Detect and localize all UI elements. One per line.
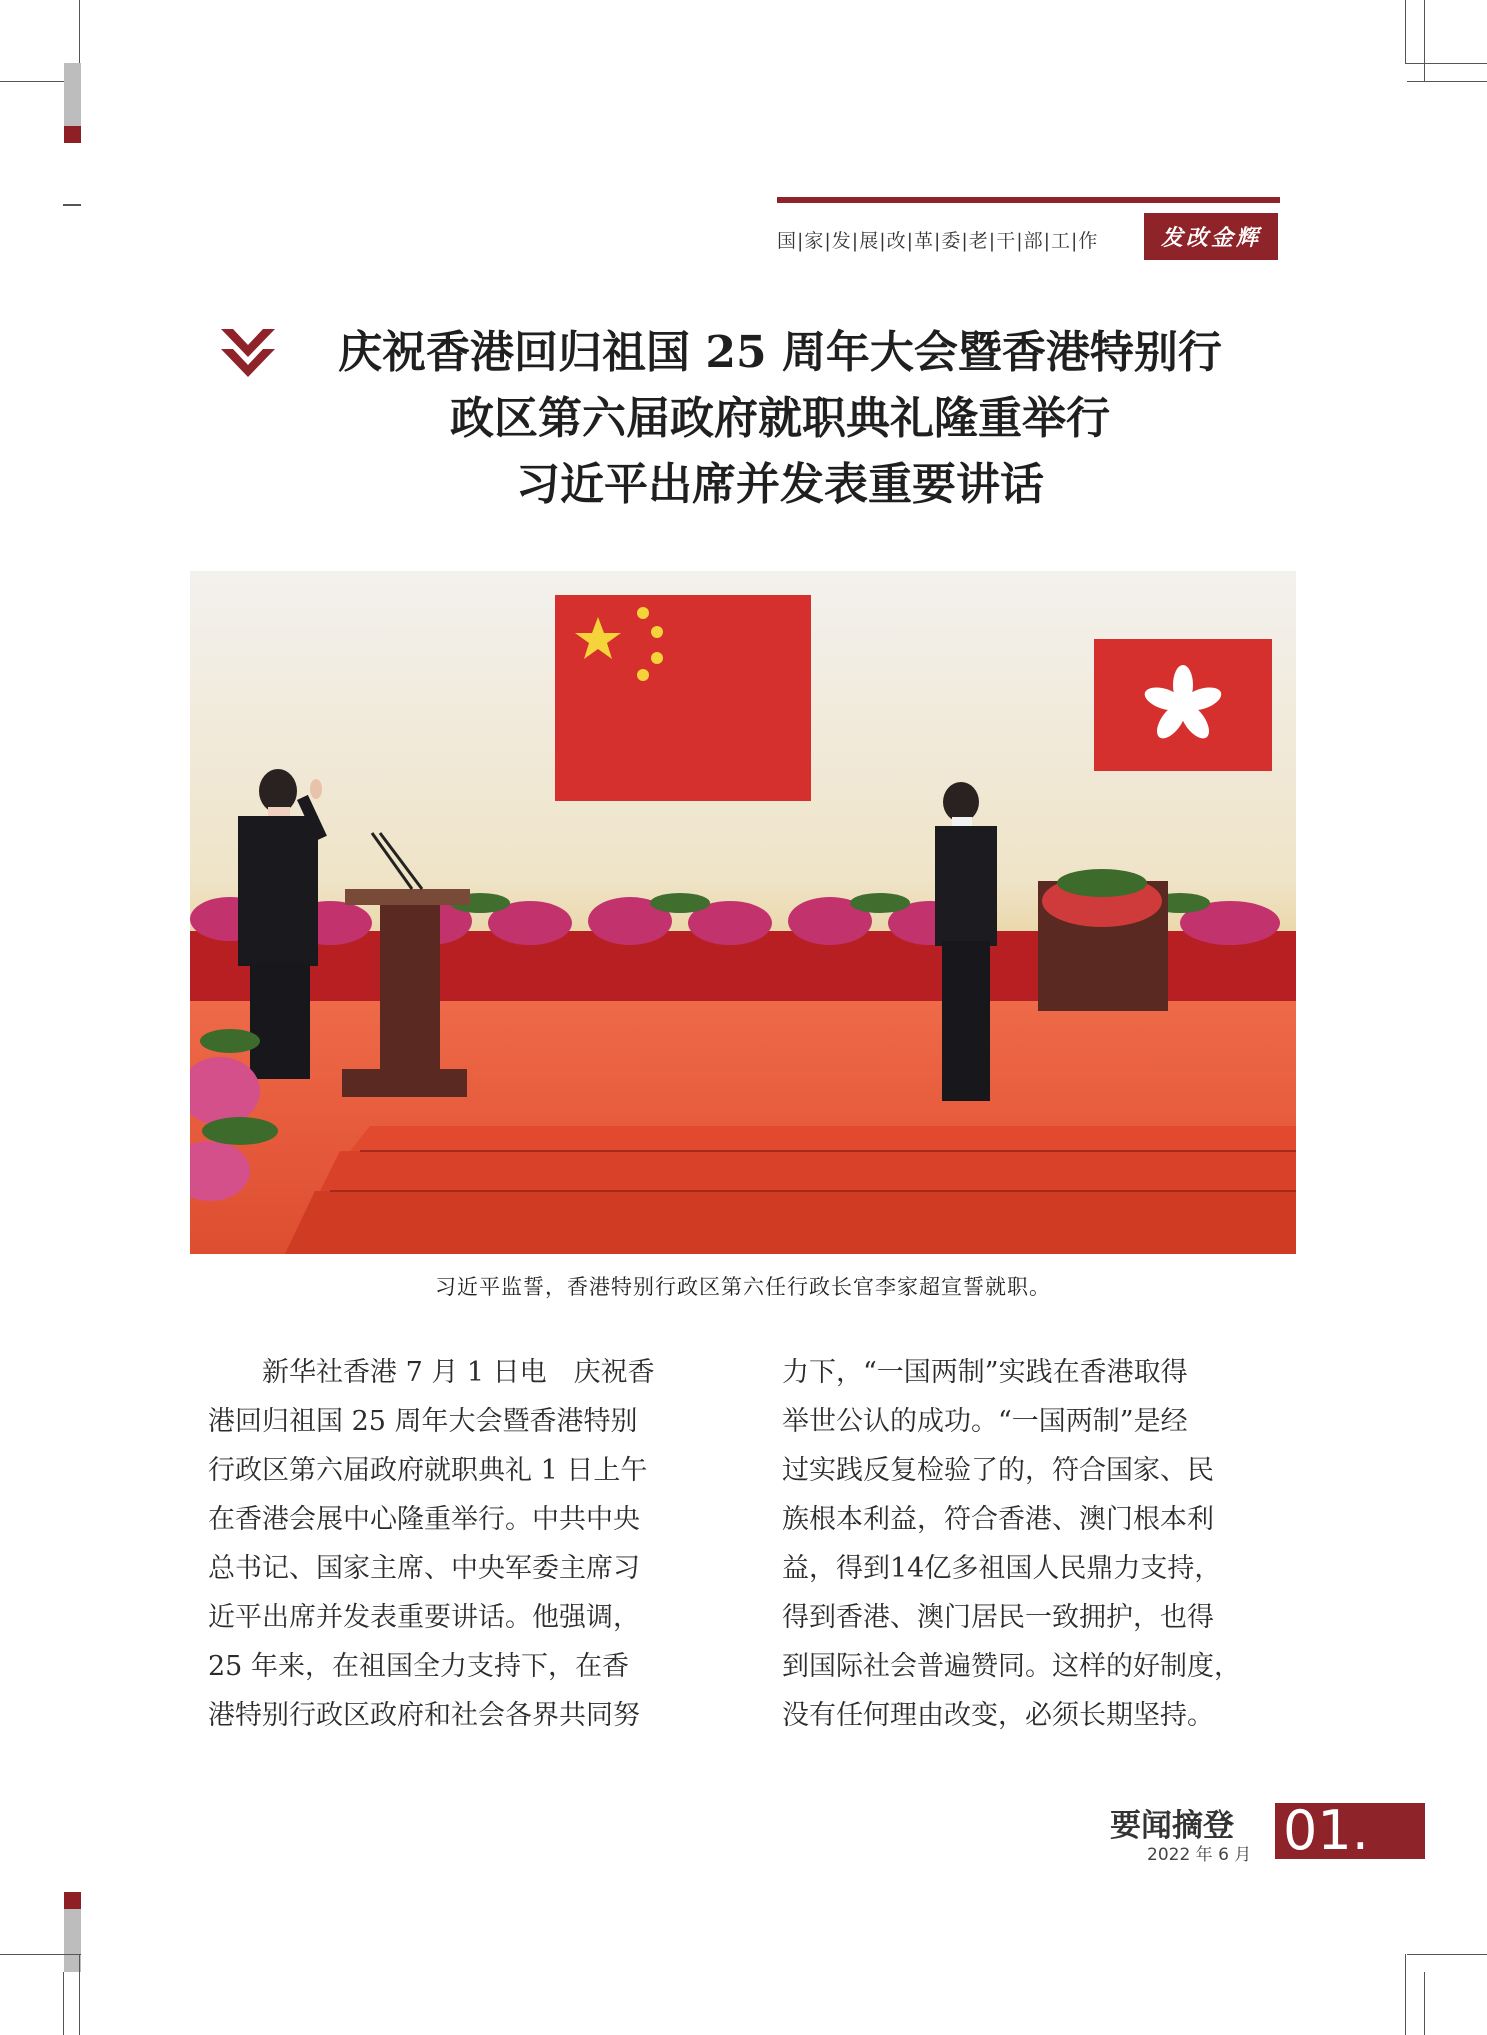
- article-column-2: [782, 1348, 1282, 1740]
- header-badge: 发改金辉: [1144, 213, 1278, 260]
- crop-mark: [1407, 81, 1487, 82]
- ceremony-photo: [190, 571, 1296, 1254]
- text-line: 举世公认的成功。“一国两制”是经: [782, 1406, 1188, 1437]
- title-line: 政区第六届政府就职典礼隆重举行: [450, 393, 1110, 444]
- footer-section-label: 要闻摘登: [1110, 1808, 1234, 1844]
- crop-mark: [1424, 1972, 1425, 2035]
- text-line: 到国际社会普遍赞同。这样的好制度，: [782, 1651, 1241, 1682]
- title-line: 庆祝香港回归祖国 25 周年大会暨香港特别行: [338, 327, 1222, 378]
- photo-caption: 习近平监誓，香港特别行政区第六任行政长官李家超宣誓就职。: [435, 1275, 1051, 1299]
- title-line: 习近平出席并发表重要讲话: [516, 459, 1044, 510]
- text-line: 25 年来，在祖国全力支持下，在香: [208, 1651, 629, 1682]
- text-line: 港特别行政区政府和社会各界共同努: [208, 1700, 640, 1731]
- text-line: 族根本利益，符合香港、澳门根本利: [782, 1504, 1214, 1535]
- article-column-1: [208, 1348, 708, 1740]
- crop-mark: [0, 1954, 81, 1955]
- text-line: 近平出席并发表重要讲话。他强调，: [208, 1602, 640, 1633]
- header-rule: [777, 197, 1280, 203]
- header-org-name: 国|家|发|展|改|革|委|老|干|部|工|作: [777, 230, 1099, 252]
- text-line: 过实践反复检验了的，符合国家、民: [782, 1455, 1214, 1486]
- page-number: 01.: [1275, 1803, 1425, 1859]
- text-line: 在香港会展中心隆重举行。中共中央: [208, 1504, 640, 1535]
- crop-mark: [1424, 0, 1425, 81]
- margin-marker: [64, 1892, 81, 1909]
- crop-mark: [1405, 0, 1406, 63]
- footer-date: 2022 年 6 月: [1147, 1845, 1252, 1865]
- crop-mark: [63, 204, 81, 206]
- crop-mark: [1405, 1954, 1406, 2035]
- text-line: 益，得到14亿多祖国人民鼎力支持，: [782, 1553, 1222, 1584]
- text-line: 没有任何理由改变，必须长期坚持。: [782, 1700, 1214, 1731]
- text-line: 得到香港、澳门居民一致拥护，也得: [782, 1602, 1214, 1633]
- text-line: 港回归祖国 25 周年大会暨香港特别: [208, 1406, 638, 1437]
- crop-mark: [1407, 1954, 1487, 1955]
- text-line: 力下，“一国两制”实践在香港取得: [782, 1357, 1188, 1388]
- margin-marker: [64, 126, 81, 143]
- text-line: 行政区第六届政府就职典礼 1 日上午: [208, 1455, 648, 1486]
- crop-mark: [1405, 63, 1487, 64]
- margin-bar: [64, 63, 81, 126]
- text-line: 总书记、国家主席、中央军委主席习: [208, 1553, 640, 1584]
- double-chevron-icon: [219, 325, 277, 381]
- crop-mark: [79, 1954, 80, 2035]
- article-title: [280, 320, 1280, 518]
- crop-mark: [63, 1972, 64, 2035]
- text-line: 新华社香港 7 月 1 日电 庆祝香: [208, 1357, 655, 1388]
